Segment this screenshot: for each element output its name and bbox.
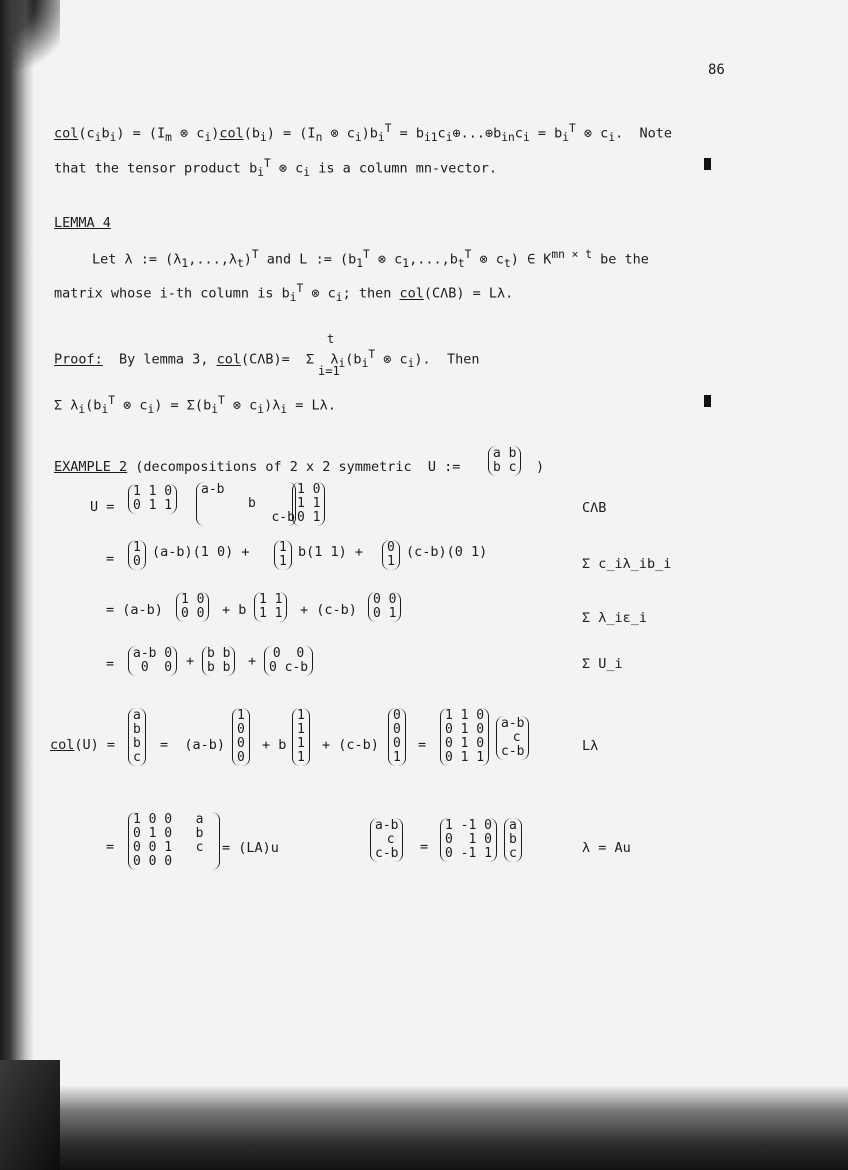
row5-plus-b: + b — [262, 737, 287, 753]
row3-plus-b: + b — [222, 602, 247, 618]
page-number: 86 — [708, 62, 725, 78]
row2-term2: b(1 1) + — [298, 544, 364, 560]
row5-eq2: = — [418, 737, 427, 753]
row3-rhs: Σ λ_iε_i — [582, 610, 648, 626]
scan-shadow-bottom — [0, 1085, 848, 1170]
vec-0001: 0 0 0 1 — [388, 708, 406, 766]
row1-lhs: U = — [90, 499, 115, 515]
row2-term3: (c-b)(0 1) — [406, 544, 488, 560]
row4-plus2: + — [248, 653, 257, 669]
example-title: EXAMPLE 2 — [54, 459, 128, 475]
matrix-u3: 0 0 0 c-b — [264, 646, 313, 676]
matrix-b: 1 0 1 1 0 1 — [292, 482, 325, 526]
row6-eq2: = — [420, 839, 429, 855]
matrix-e2: 1 1 1 1 — [254, 592, 287, 622]
row1-rhs: CΛB — [582, 500, 607, 516]
qed-square-proof — [704, 395, 711, 407]
row5-plus-cb: + (c-b) — [322, 737, 379, 753]
row3-plus-cb: + (c-b) — [300, 602, 357, 618]
tensor-product-sentence: that the tensor product $b_i^T$ ⊗ $c_i$ is a column mn-vector. — [54, 157, 497, 180]
vec-abc: a b c — [504, 818, 522, 862]
note-word: Note — [639, 125, 672, 142]
matrix-u-def: a b b c — [488, 446, 521, 476]
then-word: Then — [446, 351, 480, 368]
matrix-lambda: a-b b c-b — [196, 482, 296, 526]
matrix-u2: b b b b — [202, 646, 235, 676]
scan-shadow-bottom-left — [0, 1060, 60, 1170]
lemma-title: LEMMA 4 — [54, 215, 111, 231]
vec-lambda-2: a-b c c-b — [370, 818, 403, 862]
matrix-e3: 0 0 0 1 — [368, 592, 401, 622]
row4-rhs: Σ U_i — [582, 656, 623, 672]
equation-col-cb: $col(c_ib_i) = (I_m$ ⊗ $c_i)col(b_i) = (I_n$ ⊗ $c_i)b_i^T$ = $b_{i1}c_i\oplus...\oplus b_{in}c_i = b_i^T$ ⊗ $c_i$. Note — [54, 122, 672, 145]
row2-eq: = — [106, 551, 115, 567]
matrix-u1: a-b 0 0 0 — [128, 646, 177, 676]
row2-rhs: Σ c_iλ_ib_i — [582, 556, 672, 572]
example-close-paren: ) — [536, 459, 545, 475]
lemma-statement-line2: matrix whose i-th column is $b_i^T$ ⊗ $c_i$; then col(CΛB) = Lλ. — [54, 282, 514, 305]
proof-label: Proof: — [54, 351, 103, 368]
matrix-l: 1 1 0 0 1 0 0 1 0 0 1 1 — [440, 708, 489, 766]
qed-square — [704, 158, 711, 170]
row6-la-u: = (LA)u — [222, 840, 279, 856]
lemma-statement-line1: Let λ := $(\lambda_1,...,\lambda_t)^T$ and L := ($b_1^T$ ⊗ $c_1,...,b_t^T$ ⊗ $c_t$) ∈ $K^{mn \times t}$ be the — [92, 248, 649, 271]
proof-line1: Proof: By lemma 3, col(CΛB)= Σ $\lambda_i(b_i^T$ ⊗ $c_i$). Then — [54, 348, 480, 371]
sum-lower-i1: i=1 — [318, 364, 340, 378]
vec-1111: 1 1 1 1 — [292, 708, 310, 766]
row4-eq: = — [106, 656, 115, 672]
vec-abbc: a b b c — [128, 708, 146, 766]
vec-lambda: a-b c c-b — [496, 716, 529, 760]
matrix-c: 1 1 0 0 1 1 — [128, 484, 177, 514]
row6-rhs: λ = Au — [582, 840, 631, 856]
vec-11: 1 1 — [274, 540, 292, 570]
row6-eq: = — [106, 839, 115, 855]
matrix-la: 1 0 0 a 0 1 0 b 0 0 1 c 0 0 0 — [128, 812, 220, 870]
matrix-e1: 1 0 0 0 — [176, 592, 209, 622]
proof-line2: Σ $\lambda_i(b_i^T$ ⊗ $c_i) = \Sigma(b_i^T$ ⊗ $c_i)\lambda_i = L\lambda$. — [54, 394, 336, 417]
vec-01: 0 1 — [382, 540, 400, 570]
matrix-a: 1 -1 0 0 1 0 0 -1 1 — [440, 818, 497, 862]
sum-upper-t: t — [327, 332, 335, 346]
row5-lhs: col(U) = — [50, 737, 116, 753]
vec-1000: 1 0 0 0 — [232, 708, 250, 766]
row5-rhs: Lλ — [582, 738, 599, 754]
example-heading: EXAMPLE 2 (decompositions of 2 x 2 symmetric U := — [54, 459, 461, 475]
row5-eq1: = (a-b) — [160, 737, 226, 753]
scan-shadow-left — [0, 0, 34, 1100]
vec-10: 1 0 — [128, 540, 146, 570]
row4-plus1: + — [186, 653, 195, 669]
row2-term1: (a-b)(1 0) + — [152, 544, 250, 560]
row3-eq: = (a-b) — [106, 602, 163, 618]
